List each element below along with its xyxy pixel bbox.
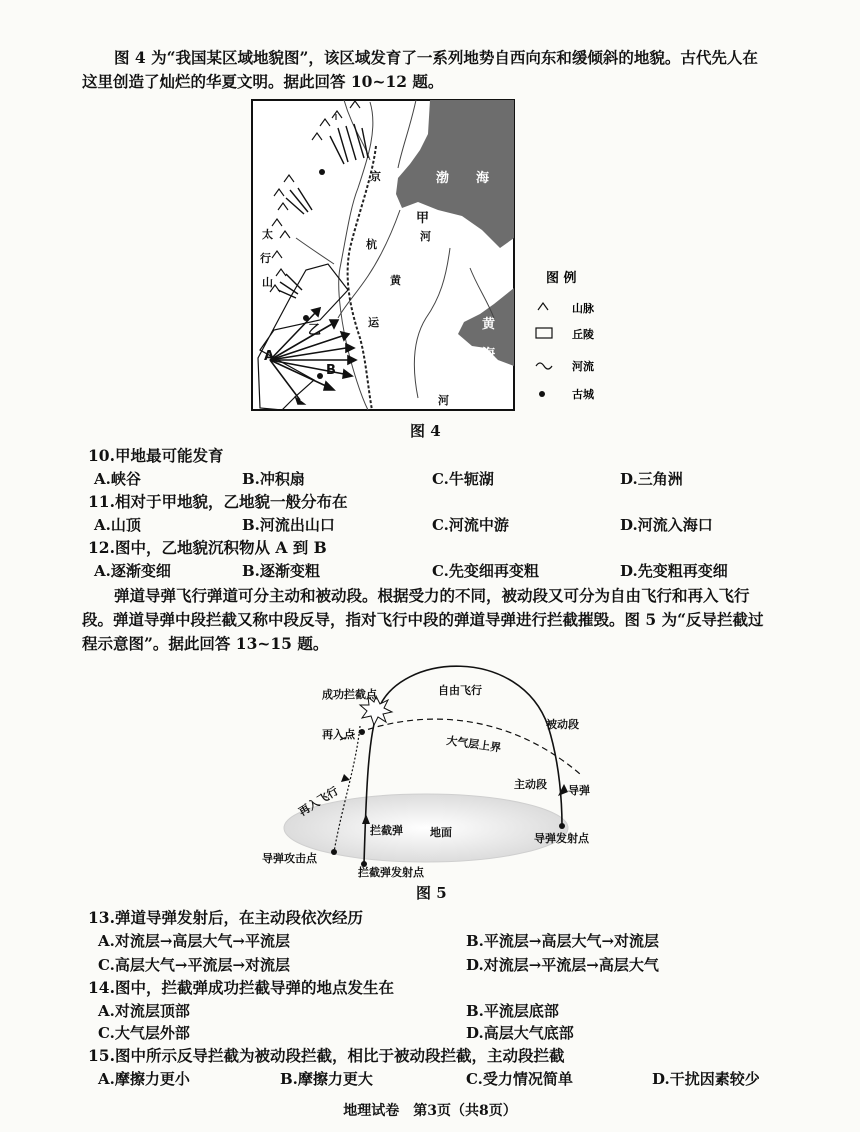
q10-option-d: D.三角洲	[620, 470, 683, 488]
legend-mountain: 山脉	[572, 302, 594, 315]
q12-option-d: D.先变粗再变细	[620, 562, 728, 580]
intro-1-line-2: 这里创造了灿烂的华夏文明。据此回答 10~12 题。	[82, 72, 444, 91]
ground-ellipse	[284, 794, 568, 862]
ancient-city	[303, 315, 309, 321]
label-atmosphere: 大气层上界	[445, 734, 502, 755]
q11-option-a: A.山顶	[94, 516, 141, 534]
label-huanghai-2: 海	[482, 347, 496, 362]
label-reentry-flight: 再入飞行	[296, 784, 341, 819]
legend-river: 河流	[572, 360, 594, 373]
q12-option-c: C.先变细再变粗	[432, 562, 539, 580]
intro-1-line-1: 图 4 为“我国某区域地貌图”，该区域发育了一系列地势自西向东和缓倾斜的地貌。古代先人在	[114, 48, 758, 67]
legend-hill-icon	[536, 328, 552, 338]
intro-paragraph-1	[82, 46, 782, 94]
label-huang: 黄	[390, 274, 401, 287]
intro-paragraph-2	[82, 584, 782, 656]
label-attack-point: 导弹攻击点	[262, 852, 317, 865]
q11-option-b: B.河流出山口	[242, 516, 335, 534]
q14-option-b: B.平流层底部	[466, 1002, 559, 1020]
label-yun: 运	[368, 316, 379, 329]
q11-stem: 11.相对于甲地貌，乙地貌一般分布在	[88, 492, 348, 511]
q13-stem: 13.弹道导弹发射后，在主动段依次经历	[88, 908, 363, 927]
label-missile: 导弹	[568, 784, 590, 797]
label-B: B	[326, 363, 336, 378]
intro-2-line-3: 程示意图”。据此回答 13~15 题。	[82, 634, 329, 653]
q10-option-b: B.冲积扇	[242, 470, 305, 488]
launch-point	[559, 823, 565, 829]
label-free-flight: 自由飞行	[438, 684, 482, 697]
page-footer: 地理试卷 第3页（共8页）	[343, 1103, 517, 1119]
label-yi: 乙	[308, 323, 322, 338]
q12-option-b: B.逐渐变粗	[242, 562, 320, 580]
label-reentry-point: 再入点	[322, 728, 355, 741]
q10-stem: 10.甲地最可能发育	[88, 446, 224, 465]
figure-4-legend	[536, 270, 595, 401]
reentry-arrow-icon	[341, 774, 350, 782]
q14-stem: 14.图中，拦截弹成功拦截导弹的地点发生在	[88, 978, 394, 997]
q11-option-c: C.河流中游	[432, 516, 509, 534]
q13-option-b: B.平流层→高层大气→对流层	[466, 932, 660, 950]
label-ground: 地面	[430, 826, 452, 839]
q14-option-c: C.大气层外部	[98, 1024, 190, 1042]
legend-river-icon	[536, 363, 552, 369]
q13-option-a: A.对流层→高层大气→平流层	[98, 932, 290, 950]
legend-hill: 丘陵	[572, 328, 594, 341]
intro-2-line-2: 段。弹道导弹中段拦截又称中段反导，指对飞行中段的弹道导弹进行拦截摧毁。图 5 为“反导拦截过	[82, 610, 764, 629]
q14-option-a: A.对流层顶部	[98, 1002, 190, 1020]
label-bohai-1: 渤	[436, 171, 450, 186]
q13-option-d: D.对流层→平流层→高层大气	[466, 956, 659, 974]
figure-4-map	[250, 98, 620, 414]
attack-point	[331, 849, 337, 855]
label-tai: 太	[262, 228, 273, 241]
q11-option-d: D.河流入海口	[620, 516, 713, 534]
label-A: A	[264, 349, 275, 364]
label-bohai-2: 海	[476, 171, 490, 186]
q10-option-a: A.峡谷	[94, 470, 141, 488]
q15-option-d: D.干扰因素较少	[652, 1070, 760, 1088]
figure-4-caption: 图 4	[410, 422, 441, 440]
label-hang-mountain: 行	[260, 252, 271, 265]
label-launch-point: 导弹发射点	[534, 832, 589, 845]
label-interceptor-launch: 拦截弹发射点	[358, 866, 424, 878]
label-passive: 被动段	[546, 718, 579, 731]
legend-title: 图 例	[546, 271, 577, 286]
intro-2-line-1: 弹道导弹飞行弹道可分主动和被动段。根据受力的不同，被动段又可分为自由飞行和再入飞行	[114, 586, 750, 605]
q15-option-a: A.摩擦力更小	[98, 1070, 190, 1088]
legend-mountain-icon	[538, 303, 548, 310]
q13-option-c: C.高层大气→平流层→对流层	[98, 956, 291, 974]
q10-option-c: C.牛轭湖	[432, 470, 494, 488]
label-jia: 甲	[416, 211, 430, 226]
q15-option-c: C.受力情况简单	[466, 1070, 573, 1088]
q12-option-a: A.逐渐变细	[94, 562, 171, 580]
reentry-point	[359, 729, 365, 735]
label-interceptor: 拦截弹	[370, 824, 403, 837]
label-jing: 京	[370, 170, 381, 183]
label-active: 主动段	[514, 778, 547, 791]
ancient-city	[317, 373, 323, 379]
q15-option-b: B.摩擦力更大	[280, 1070, 373, 1088]
label-he-1: 河	[420, 230, 431, 243]
q15-stem: 15.图中所示反导拦截为被动段拦截，相比于被动段拦截，主动段拦截	[88, 1046, 565, 1065]
ancient-city	[319, 169, 325, 175]
label-hang: 杭	[366, 238, 377, 251]
label-success-intercept: 成功拦截点	[322, 688, 377, 701]
legend-city: 古城	[572, 388, 594, 401]
q14-option-d: D.高层大气底部	[466, 1024, 574, 1042]
figure-5-caption: 图 5	[416, 884, 447, 902]
label-huanghai-1: 黄	[482, 317, 496, 332]
figure-5-diagram	[250, 656, 610, 878]
q12-stem: 12.图中，乙地貌沉积物从 A 到 B	[88, 538, 327, 557]
legend-city-icon	[539, 391, 545, 397]
label-shan: 山	[262, 276, 273, 289]
label-he-2: 河	[438, 394, 449, 407]
